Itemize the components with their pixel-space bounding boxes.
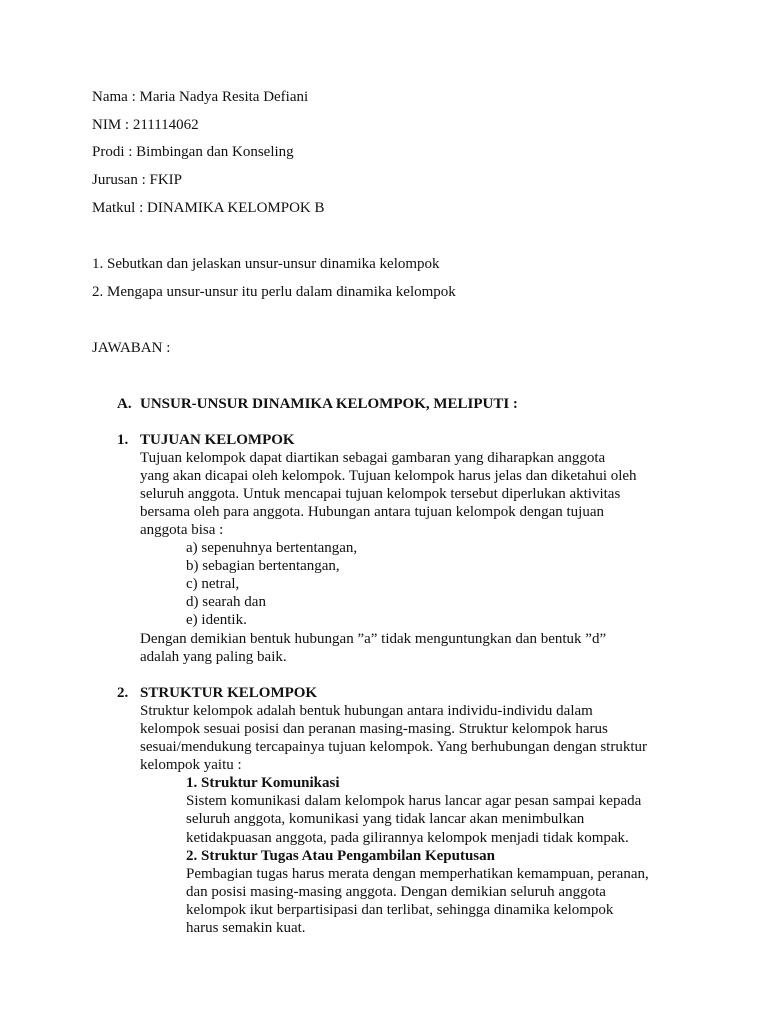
item1-closing-1: Dengan demikian bentuk hubungan ”a” tidak menguntungkan dan bentuk ”d” bbox=[140, 631, 607, 647]
question-1: 1. Sebutkan dan jelaskan unsur-unsur dinamika kelompok bbox=[92, 256, 440, 272]
item2-sub2-line-2: dan posisi masing-masing anggota. Dengan demikian seluruh anggota bbox=[186, 884, 606, 900]
item1-line-3: seluruh anggota. Untuk mencapai tujuan kelompok tersebut diperlukan aktivitas bbox=[140, 486, 621, 502]
item2-line-4: kelompok yaitu : bbox=[140, 757, 242, 773]
item2-sub2-line-4: harus semakin kuat. bbox=[186, 920, 306, 936]
item1-option-b: b) sebagian bertentangan, bbox=[186, 558, 340, 574]
item2-sub2-line-1: Pembagian tugas harus merata dengan memperhatikan kemampuan, peranan, bbox=[186, 866, 649, 882]
item2-line-1: Struktur kelompok adalah bentuk hubungan antara individu-individu dalam bbox=[140, 703, 593, 719]
item1-option-d: d) searah dan bbox=[186, 594, 266, 610]
jawaban-label: JAWABAN : bbox=[92, 340, 171, 356]
section-a-title: UNSUR-UNSUR DINAMIKA KELOMPOK, MELIPUTI : bbox=[140, 396, 518, 412]
header-nama: Nama : Maria Nadya Resita Defiani bbox=[92, 89, 309, 105]
item1-title: TUJUAN KELOMPOK bbox=[140, 432, 295, 448]
item2-sub2-title: 2. Struktur Tugas Atau Pengambilan Keputusan bbox=[186, 848, 495, 864]
item1-option-c: c) netral, bbox=[186, 576, 240, 592]
header-jurusan: Jurusan : FKIP bbox=[92, 172, 183, 188]
item2-line-3: sesuai/mendukung tercapainya tujuan kelompok. Yang berhubungan dengan struktur bbox=[140, 739, 647, 755]
item1-line-1: Tujuan kelompok dapat diartikan sebagai gambaran yang diharapkan anggota bbox=[140, 450, 606, 466]
item1-option-e: e) identik. bbox=[186, 612, 247, 628]
header-matkul: Matkul : DINAMIKA KELOMPOK B bbox=[92, 200, 325, 216]
item1-closing-2: adalah yang paling baik. bbox=[140, 649, 287, 665]
item1-line-2: yang akan dicapai oleh kelompok. Tujuan kelompok harus jelas dan diketahui oleh bbox=[140, 468, 637, 484]
item2-marker: 2. bbox=[117, 685, 129, 701]
header-prodi: Prodi : Bimbingan dan Konseling bbox=[92, 144, 294, 160]
item2-sub1-line-3: ketidakpuasan anggota, pada gilirannya kelompok menjadi tidak kompak. bbox=[186, 830, 629, 846]
item2-title: STRUKTUR KELOMPOK bbox=[140, 685, 318, 701]
item1-marker: 1. bbox=[117, 432, 129, 448]
item2-sub1-line-1: Sistem komunikasi dalam kelompok harus lancar agar pesan sampai kepada bbox=[186, 793, 642, 809]
item2-line-2: kelompok sesuai posisi dan peranan masing-masing. Struktur kelompok harus bbox=[140, 721, 608, 737]
item2-sub1-title: 1. Struktur Komunikasi bbox=[186, 775, 340, 791]
item2-sub1-line-2: seluruh anggota, komunikasi yang tidak lancar akan menimbulkan bbox=[186, 811, 585, 827]
section-a-marker: A. bbox=[117, 396, 132, 412]
question-2: 2. Mengapa unsur-unsur itu perlu dalam dinamika kelompok bbox=[92, 284, 456, 300]
item1-option-a: a) sepenuhnya bertentangan, bbox=[186, 540, 358, 556]
item2-sub2-line-3: kelompok ikut berpartisipasi dan terlibat, sehingga dinamika kelompok bbox=[186, 902, 614, 918]
item1-line-4: bersama oleh para anggota. Hubungan antara tujuan kelompok dengan tujuan bbox=[140, 504, 605, 520]
header-nim: NIM : 211114062 bbox=[92, 117, 199, 133]
item1-line-5: anggota bisa : bbox=[140, 522, 224, 538]
